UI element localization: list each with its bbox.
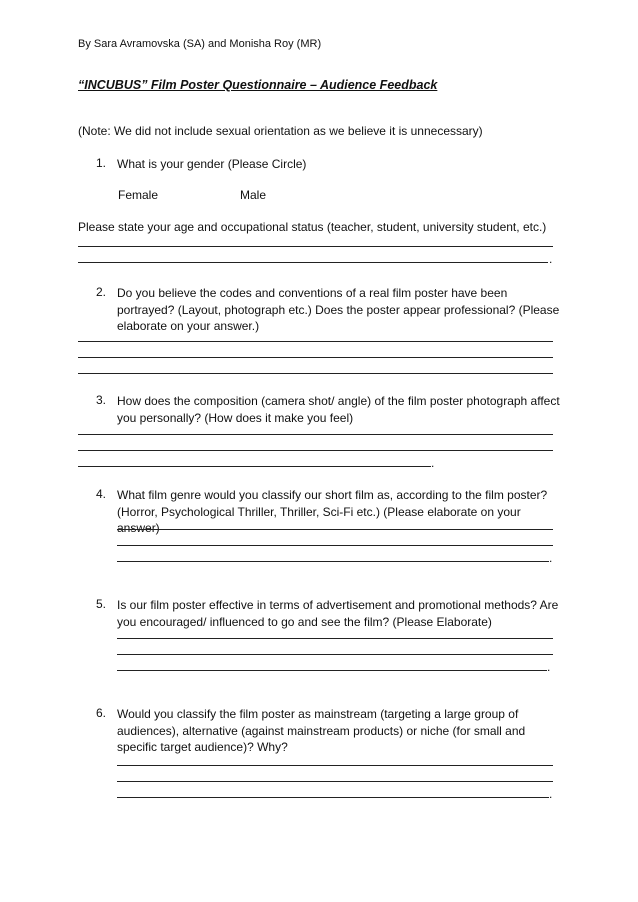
answer-line <box>78 450 553 451</box>
option-female: Female <box>118 188 159 202</box>
answer-line <box>117 529 553 530</box>
answer-line-end: . <box>549 252 553 266</box>
answer-line <box>117 545 553 546</box>
answer-line <box>117 765 553 766</box>
answer-line-end: . <box>549 551 553 565</box>
question-5-number: 5. <box>96 597 107 611</box>
answer-line-end: . <box>547 660 551 674</box>
answer-line <box>117 561 549 562</box>
answer-line <box>78 373 553 374</box>
answer-line <box>78 246 553 247</box>
answer-line <box>78 357 553 358</box>
age-occupation-prompt: Please state your age and occupational status (teacher, student, university student, etc.) <box>78 220 547 234</box>
author-line: By Sara Avramovska (SA) and Monisha Roy (MR) <box>78 38 322 50</box>
answer-line <box>117 797 549 798</box>
option-male: Male <box>240 188 267 202</box>
question-1-text: What is your gender (Please Circle) <box>117 157 307 171</box>
question-2-number: 2. <box>96 285 107 299</box>
answer-line-end: . <box>431 456 435 470</box>
question-4-text: What film genre would you classify our short film as, according to the film poster? (Horror, Psychological Thriller, Thriller, Sci-Fi etc.) (Please elaborate on your answer) <box>117 488 548 535</box>
question-3-number: 3. <box>96 393 107 407</box>
question-1-number: 1. <box>96 156 107 170</box>
question-4-number: 4. <box>96 487 107 501</box>
answer-line <box>117 781 553 782</box>
answer-line <box>78 466 431 467</box>
question-3-text: How does the composition (camera shot/ angle) of the film poster photograph affect you personally? (How does it make you feel) <box>117 394 560 425</box>
note-text: (Note: We did not include sexual orientation as we believe it is unnecessary) <box>78 124 483 138</box>
answer-line <box>78 434 553 435</box>
document-title: “INCUBUS” Film Poster Questionnaire – Audience Feedback <box>78 78 438 92</box>
answer-line <box>117 654 553 655</box>
answer-line <box>117 670 547 671</box>
question-2-text: Do you believe the codes and conventions of a real film poster have been portrayed? (Layout, photograph etc.) Does the poster appear professional? (Please elaborate on your answer.) <box>117 286 560 333</box>
answer-line <box>78 262 548 263</box>
question-5-text: Is our film poster effective in terms of advertisement and promotional methods? Are you encouraged/ influenced to go and see the film? (Please Elaborate) <box>117 598 559 629</box>
answer-line <box>117 638 553 639</box>
question-6-number: 6. <box>96 706 107 720</box>
answer-line <box>78 341 553 342</box>
answer-line-end: . <box>549 787 553 801</box>
question-6-text: Would you classify the film poster as mainstream (targeting a large group of audiences), alternative (against mainstream products) or niche (for small and specific target audience)? Why? <box>117 707 526 754</box>
